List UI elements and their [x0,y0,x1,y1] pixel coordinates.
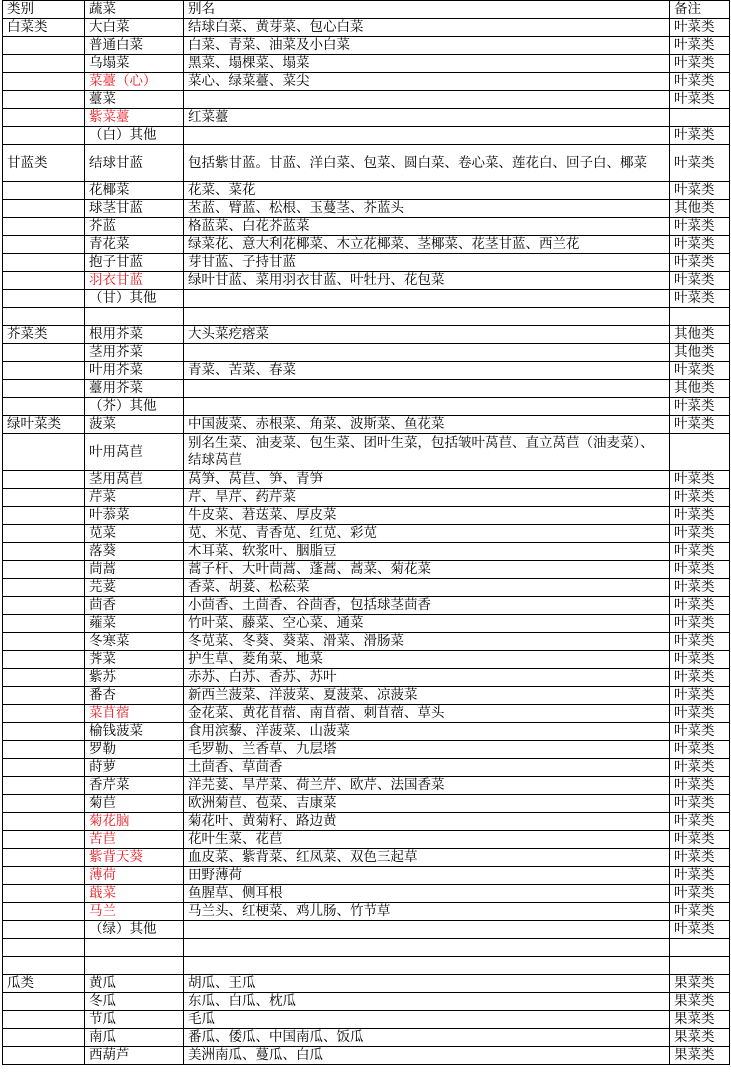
vegetable-cell: 根用芥菜 [85,326,184,344]
vegetable-cell: 落葵 [85,543,184,561]
header-category: 类别 [3,1,85,19]
alias-cell: 黑菜、塌棵菜、塌菜 [184,55,670,73]
note-cell: 果菜类 [670,1029,730,1047]
category-cell [3,344,85,362]
note-cell: 叶菜类 [670,127,730,145]
table-row [3,579,730,597]
vegetable-cell: 莳萝 [85,759,184,777]
note-cell: 其他类 [670,380,730,398]
note-cell: 叶菜类 [670,561,730,579]
table-row [3,145,730,182]
note-cell: 叶菜类 [670,525,730,543]
table-row [3,398,730,416]
table-row [3,1011,730,1029]
alias-cell: 番瓜、倭瓜、中国南瓜、饭瓜 [184,1029,670,1047]
alias-cell: 白菜、青菜、油菜及小白菜 [184,37,670,55]
note-cell: 叶菜类 [670,741,730,759]
alias-cell: 东瓜、白瓜、枕瓜 [184,993,670,1011]
note-cell: 叶菜类 [670,362,730,380]
note-cell: 叶菜类 [670,813,730,831]
vegetable-cell: 花椰菜 [85,182,184,200]
note-cell: 叶菜类 [670,91,730,109]
alias-cell [184,344,670,362]
table-row [3,434,730,471]
category-cell [3,434,85,471]
note-cell: 叶菜类 [670,597,730,615]
vegetable-cell: 叶菾菜 [85,507,184,525]
category-cell [3,182,85,200]
vegetable-cell: 羽衣甘蓝 [85,272,184,290]
category-cell [3,507,85,525]
vegetable-cell: 蕺菜 [85,885,184,903]
note-cell: 叶菜类 [670,921,730,939]
alias-cell: 芹、旱芹、药芹菜 [184,489,670,507]
category-cell [3,272,85,290]
note-cell: 叶菜类 [670,633,730,651]
category-cell [3,597,85,615]
note-cell: 叶菜类 [670,236,730,254]
alias-cell [184,939,670,957]
table-row [3,91,730,109]
category-cell: 绿叶菜类 [3,416,85,434]
table-row [3,831,730,849]
category-cell [3,723,85,741]
table-row [3,525,730,543]
vegetable-cell: （绿）其他 [85,921,184,939]
table-row [3,723,730,741]
table-row [3,651,730,669]
vegetable-cell: 香芹菜 [85,777,184,795]
alias-cell [184,290,670,308]
alias-cell: 绿叶甘蓝、菜用羽衣甘蓝、叶牡丹、花包菜 [184,272,670,290]
note-cell: 叶菜类 [670,37,730,55]
note-cell: 叶菜类 [670,705,730,723]
header-vegetable: 蔬菜 [85,1,184,19]
alias-cell: 小茴香、土茴香、谷茴香，包括球茎茴香 [184,597,670,615]
note-cell [670,434,730,471]
table-row [3,182,730,200]
table-row [3,543,730,561]
table-row [3,885,730,903]
note-cell: 叶菜类 [670,507,730,525]
table-row [3,777,730,795]
category-cell [3,813,85,831]
alias-cell: 马兰头、红梗菜、鸡儿肠、竹节草 [184,903,670,921]
alias-cell: 血皮菜、紫背菜、红凤菜、双色三起草 [184,849,670,867]
table-row [3,705,730,723]
note-cell: 叶菜类 [670,416,730,434]
alias-cell: 洋芫荽、旱芹菜、荷兰芹、欧芹、法国香菜 [184,777,670,795]
vegetable-cell: 番杏 [85,687,184,705]
table-row [3,561,730,579]
category-cell [3,651,85,669]
alias-cell: 冬苋菜、冬葵、葵菜、滑菜、滑肠菜 [184,633,670,651]
category-cell [3,55,85,73]
note-cell: 叶菜类 [670,777,730,795]
table-row [3,615,730,633]
note-cell: 叶菜类 [670,489,730,507]
alias-cell: 苤蓝、臂蓝、松根、玉蔓茎、芥蓝头 [184,200,670,218]
vegetable-cell: 青花菜 [85,236,184,254]
note-cell: 叶菜类 [670,669,730,687]
category-cell [3,939,85,957]
alias-cell: 格蓝菜、白花芥蓝菜 [184,218,670,236]
alias-cell: 食用滨藜、洋菠菜、山菠菜 [184,723,670,741]
alias-cell [184,127,670,145]
table-row [3,813,730,831]
alias-cell: 毛罗勒、兰香草、九层塔 [184,741,670,759]
note-cell: 果菜类 [670,993,730,1011]
note-cell: 叶菜类 [670,903,730,921]
table-row [3,19,730,37]
category-cell [3,903,85,921]
vegetable-cell: 黄瓜 [85,975,184,993]
note-cell: 叶菜类 [670,73,730,91]
vegetable-cell: （白）其他 [85,127,184,145]
header-row [3,1,730,19]
vegetable-cell: 西葫芦 [85,1047,184,1065]
alias-cell: 红菜薹 [184,109,670,127]
alias-cell: 花叶生菜、花苣 [184,831,670,849]
category-cell: 瓜类 [3,975,85,993]
vegetable-cell: 球茎甘蓝 [85,200,184,218]
table-row [3,55,730,73]
vegetable-cell: 薹用芥菜 [85,380,184,398]
table-row [3,254,730,272]
alias-cell: 牛皮菜、莙荙菜、厚皮菜 [184,507,670,525]
vegetable-cell [85,957,184,975]
vegetable-cell: 芥蓝 [85,218,184,236]
category-cell [3,885,85,903]
category-cell [3,777,85,795]
header-note: 备注 [670,1,730,19]
table-row [3,308,730,326]
category-cell [3,759,85,777]
alias-cell: 绿菜花、意大利花椰菜、木立花椰菜、茎椰菜、花茎甘蓝、西兰花 [184,236,670,254]
note-cell: 其他类 [670,344,730,362]
vegetable-cell: 茼蒿 [85,561,184,579]
table-row [3,795,730,813]
alias-cell: 毛瓜 [184,1011,670,1029]
vegetable-cell: 菜苜蓿 [85,705,184,723]
alias-cell: 赤苏、白苏、香苏、苏叶 [184,669,670,687]
alias-cell [184,957,670,975]
vegetable-cell: 节瓜 [85,1011,184,1029]
category-cell [3,380,85,398]
category-cell [3,127,85,145]
category-cell [3,1011,85,1029]
category-cell [3,200,85,218]
note-cell: 叶菜类 [670,867,730,885]
category-cell [3,687,85,705]
note-cell: 叶菜类 [670,579,730,597]
vegetable-cell: 罗勒 [85,741,184,759]
note-cell: 叶菜类 [670,543,730,561]
note-cell: 叶菜类 [670,182,730,200]
category-cell [3,669,85,687]
table-row [3,236,730,254]
category-cell [3,921,85,939]
category-cell [3,398,85,416]
table-row [3,633,730,651]
category-cell [3,543,85,561]
vegetable-cell: 薄荷 [85,867,184,885]
vegetable-cell: 菊苣 [85,795,184,813]
vegetable-cell: 叶用莴苣 [85,434,184,471]
table-row [3,218,730,236]
alias-cell [184,921,670,939]
note-cell: 叶菜类 [670,471,730,489]
note-cell: 果菜类 [670,975,730,993]
vegetable-table [2,0,730,1065]
vegetable-cell: 苦苣 [85,831,184,849]
note-cell: 果菜类 [670,1011,730,1029]
note-cell: 果菜类 [670,1047,730,1065]
alias-cell: 芽甘蓝、子持甘蓝 [184,254,670,272]
note-cell: 叶菜类 [670,55,730,73]
alias-cell: 护生草、菱角菜、地菜 [184,651,670,669]
table-row [3,127,730,145]
vegetable-cell: 菠菜 [85,416,184,434]
alias-cell: 竹叶菜、藤菜、空心菜、通菜 [184,615,670,633]
vegetable-cell [85,939,184,957]
alias-cell: 大头菜疙瘩菜 [184,326,670,344]
category-cell [3,993,85,1011]
category-cell [3,741,85,759]
alias-cell: 苋、米苋、青香苋、红苋、彩苋 [184,525,670,543]
note-cell: 叶菜类 [670,795,730,813]
vegetable-cell: （芥）其他 [85,398,184,416]
alias-cell: 欧洲菊苣、苞菜、吉康菜 [184,795,670,813]
table-row [3,380,730,398]
table-row [3,272,730,290]
alias-cell: 青菜、苦菜、春菜 [184,362,670,380]
category-cell [3,254,85,272]
vegetable-cell: 茎用芥菜 [85,344,184,362]
note-cell: 叶菜类 [670,290,730,308]
category-cell [3,308,85,326]
alias-cell: 美洲南瓜、蔓瓜、白瓜 [184,1047,670,1065]
vegetable-cell: 抱子甘蓝 [85,254,184,272]
vegetable-cell: 普通白菜 [85,37,184,55]
vegetable-cell: 薹菜 [85,91,184,109]
alias-cell [184,308,670,326]
table-row [3,975,730,993]
table-row [3,109,730,127]
note-cell: 叶菜类 [670,759,730,777]
note-cell: 叶菜类 [670,831,730,849]
vegetable-cell: 茴香 [85,597,184,615]
vegetable-cell: 茎用莴苣 [85,471,184,489]
category-cell [3,91,85,109]
alias-cell: 胡瓜、王瓜 [184,975,670,993]
category-cell [3,525,85,543]
vegetable-cell: 叶用芥菜 [85,362,184,380]
alias-cell: 花菜、菜花 [184,182,670,200]
vegetable-cell: 蕹菜 [85,615,184,633]
category-cell [3,831,85,849]
table-row [3,597,730,615]
category-cell [3,37,85,55]
alias-cell: 别名生菜、油麦菜、包生菜、团叶生菜，包括皱叶莴苣、直立莴苣（油麦菜）、结球莴苣 [184,434,670,471]
vegetable-cell: 乌塌菜 [85,55,184,73]
alias-cell: 菊花叶、黄菊籽、路边黄 [184,813,670,831]
alias-cell: 蒿子杆、大叶茼蒿、蓬蒿、蒿菜、菊花菜 [184,561,670,579]
note-cell: 其他类 [670,200,730,218]
alias-cell: 莴笋、莴苣、笋、青笋 [184,471,670,489]
alias-cell: 结球白菜、黄芽菜、包心白菜 [184,19,670,37]
table-row [3,903,730,921]
note-cell [670,109,730,127]
alias-cell: 田野薄荷 [184,867,670,885]
table-row [3,669,730,687]
table-row [3,471,730,489]
note-cell: 叶菜类 [670,19,730,37]
vegetable-cell: 大白菜 [85,19,184,37]
category-cell: 芥菜类 [3,326,85,344]
table-row [3,200,730,218]
category-cell [3,109,85,127]
note-cell: 叶菜类 [670,254,730,272]
note-cell: 叶菜类 [670,145,730,182]
note-cell: 叶菜类 [670,398,730,416]
note-cell [670,957,730,975]
table-row [3,921,730,939]
category-cell [3,1047,85,1065]
vegetable-cell: 紫背天葵 [85,849,184,867]
table-row [3,73,730,91]
note-cell: 叶菜类 [670,615,730,633]
table-row [3,993,730,1011]
alias-cell: 鱼腥草、侧耳根 [184,885,670,903]
header-alias: 别名 [184,1,670,19]
category-cell [3,849,85,867]
note-cell [670,308,730,326]
alias-cell: 新西兰菠菜、洋菠菜、夏菠菜、凉菠菜 [184,687,670,705]
table-row [3,759,730,777]
category-cell [3,218,85,236]
alias-cell: 金花菜、黄花苜蓿、南苜蓿、刺苜蓿、草头 [184,705,670,723]
category-cell [3,579,85,597]
note-cell: 叶菜类 [670,849,730,867]
alias-cell: 木耳菜、软浆叶、胭脂豆 [184,543,670,561]
note-cell [670,939,730,957]
table-row [3,37,730,55]
note-cell: 其他类 [670,326,730,344]
category-cell [3,290,85,308]
note-cell: 叶菜类 [670,272,730,290]
note-cell: 叶菜类 [670,723,730,741]
alias-cell: 土茴香、草茴香 [184,759,670,777]
table-row [3,957,730,975]
vegetable-cell [85,308,184,326]
table-row [3,489,730,507]
vegetable-cell: 马兰 [85,903,184,921]
vegetable-cell: 芹菜 [85,489,184,507]
category-cell [3,633,85,651]
category-cell [3,561,85,579]
table-row [3,416,730,434]
note-cell: 叶菜类 [670,687,730,705]
note-cell: 叶菜类 [670,218,730,236]
alias-cell: 香菜、胡荽、松菘菜 [184,579,670,597]
category-cell [3,957,85,975]
alias-cell: 菜心、绿菜薹、菜尖 [184,73,670,91]
table-row [3,1029,730,1047]
note-cell: 叶菜类 [670,651,730,669]
alias-cell [184,380,670,398]
vegetable-cell: 芫荽 [85,579,184,597]
category-cell: 白菜类 [3,19,85,37]
category-cell [3,705,85,723]
vegetable-cell: 榆钱菠菜 [85,723,184,741]
category-cell [3,471,85,489]
vegetable-cell: 结球甘蓝 [85,145,184,182]
alias-cell: 包括紫甘蓝。甘蓝、洋白菜、包菜、圆白菜、卷心菜、莲花白、回子白、椰菜 [184,145,670,182]
vegetable-cell: 荠菜 [85,651,184,669]
vegetable-cell: （甘）其他 [85,290,184,308]
category-cell [3,362,85,380]
table-row [3,344,730,362]
table-row [3,939,730,957]
category-cell [3,867,85,885]
table-row [3,849,730,867]
table-row [3,1047,730,1065]
vegetable-cell: 菜薹（心） [85,73,184,91]
note-cell: 叶菜类 [670,885,730,903]
alias-cell [184,398,670,416]
table-row [3,362,730,380]
vegetable-cell: 紫苏 [85,669,184,687]
alias-cell: 中国菠菜、赤根菜、角菜、波斯菜、鱼花菜 [184,416,670,434]
vegetable-cell: 菊花脑 [85,813,184,831]
vegetable-cell: 苋菜 [85,525,184,543]
table-row [3,507,730,525]
category-cell [3,615,85,633]
alias-cell [184,91,670,109]
vegetable-cell: 紫菜薹 [85,109,184,127]
table-row [3,290,730,308]
table-row [3,687,730,705]
category-cell [3,489,85,507]
table-row [3,741,730,759]
table-row [3,326,730,344]
vegetable-cell: 冬寒菜 [85,633,184,651]
category-cell: 甘蓝类 [3,145,85,182]
category-cell [3,795,85,813]
category-cell [3,236,85,254]
vegetable-cell: 南瓜 [85,1029,184,1047]
vegetable-cell: 冬瓜 [85,993,184,1011]
category-cell [3,1029,85,1047]
category-cell [3,73,85,91]
table-row [3,867,730,885]
